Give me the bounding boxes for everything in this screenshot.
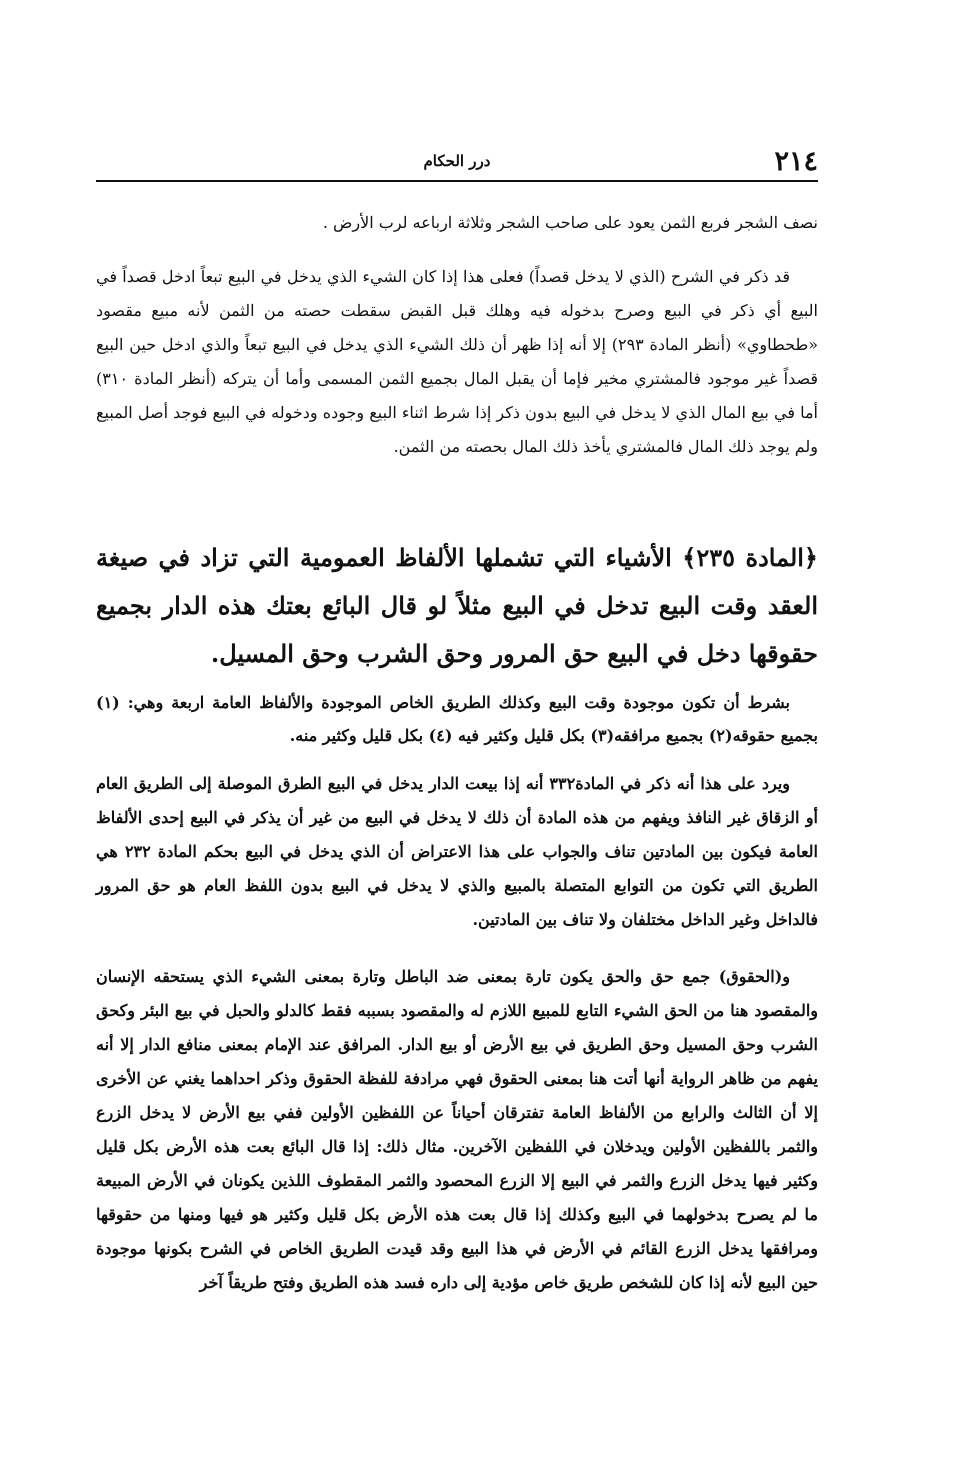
continuation-paragraph: نصف الشجر فربع الثمن يعود على صاحب الشجر وثلاثة ارباعه لرب الأرض . [322, 213, 818, 232]
commentary-paragraph-3: ويرد على هذا أنه ذكر في المادة٣٣٢ أنه إذا بيعت الدار يدخل في البيع الطرق الموصلة إلى الطريق العام أو الزقاق غير النافذ ويفهم من هذه المادة أن ذلك لا يدخل في البيع من غير أن يذكر في البيع إحدى الألفاظ العامة فيكون بين المادتين تناف والجواب على هذا الاعتراض أن الذي يدخل في البيع بحكم المادة ٢٣٢ هي الطريق التي تكون من التوابع المتصلة بالمبيع والذي لا يدخل في البيع بدون اللفظ العام هو حق المرور فالداخل وغير الداخل مختلفان ولا تناف بين المادتين. [96, 774, 819, 929]
header-rule [96, 180, 818, 182]
book-title: درر الحكام [423, 152, 491, 170]
running-head [96, 146, 818, 180]
commentary-paragraph-4: و(الحقوق) جمع حق والحق يكون تارة بمعنى ضد الباطل وتارة بمعنى الشيء الذي يستحقه الإنسان والمقصود هنا من الحق الشيء التابع للمبيع اللازم له والمقصود بسببه فقط كالدلو والحبل في بيع البئر وكحق الشرب وحق المسيل وحق الطريق في بيع الأرض أو بيع الدار. المرافق عند الإمام بمعنى منافع الدار إلا أنه يفهم من ظاهر الرواية أنها أتت هنا بمعنى الحقوق فهي مرادفة للفظة الحقوق وذكر احداهما يغني عن الأخرى إلا أن الثالث والرابع من الألفاظ العامة تفترقان أحياناً عن اللفظين الأولين ففي بيع الأرض لا يدخل الزرع والثمر باللفظين الأولين ويدخلان في اللفظين الآخرين. مثال ذلك: إذا قال البائع بعت هذه الأرض بكل قليل وكثير فيها يدخل الزرع والثمر في البيع إلا الزرع المحصود والثمر المقطوف اللذين يكونان في الأرض المبيعة ما لم يصرح بدخولهما في البيع وكذلك إذا قال بعت هذه الأرض بكل قليل وكثير هو فيها ومنها من حقوقها ومرافقها يدخل الزرع القائم في الأرض في هذا البيع وقد قيدت الطريق الخاص في الشرح بكونها موجودة حين البيع لأنه إذا كان للشخص طريق خاص مؤدية إلى داره فسد هذه الطريق وفتح طريقاً آخر [96, 967, 818, 1292]
commentary-paragraph-2: بشرط أن تكون موجودة وقت البيع وكذلك الطريق الخاص الموجودة والألفاظ العامة اربعة وهي: (١) بجميع حقوقه(٢) بجميع مرافقه(٣) بكل قليل وكثير فيه (٤) بكل قليل وكثير منه. [96, 693, 818, 745]
page-number: ٢١٤ [774, 146, 818, 177]
article-235: ﴿المادة ٢٣٥﴾ الأشياء التي تشملها الألفاظ العمومية التي تزاد في صيغة العقد وقت البيع تدخل في البيع مثلاً لو قال البائع بعتك هذه الدار بجميع حقوقها دخل في البيع حق المرور وحق الشرب وحق المسيل. [96, 543, 818, 668]
book-page [96, 0, 818, 1477]
commentary-paragraph-1: قد ذكر في الشرح (الذي لا يدخل قصداً) فعلى هذا إذا كان الشيء الذي يدخل في البيع تبعاً ادخل قصداً في البيع أي ذكر في البيع وصرح بدخوله فيه وهلك قبل القبض سقطت حصته من الثمن لأنه مبيع مقصود «طحطاوي» (أنظر المادة ٢٩٣) إلا أنه إذا ظهر أن ذلك الشيء الذي يدخل في البيع تبعاً والذي ادخل حين البيع قصداً غير موجود فالمشتري مخير فإما أن يقبل المال بجميع الثمن المسمى وأما أن يتركه (أنظر المادة ٣١٠) أما في بيع المال الذي لا يدخل في البيع بدون ذكر إذا شرط اثناء البيع وجوده ودخوله في البيع فوجد أصل المبيع ولم يوجد ذلك المال فالمشتري يأخذ ذلك المال بحصته من الثمن. [96, 267, 819, 456]
